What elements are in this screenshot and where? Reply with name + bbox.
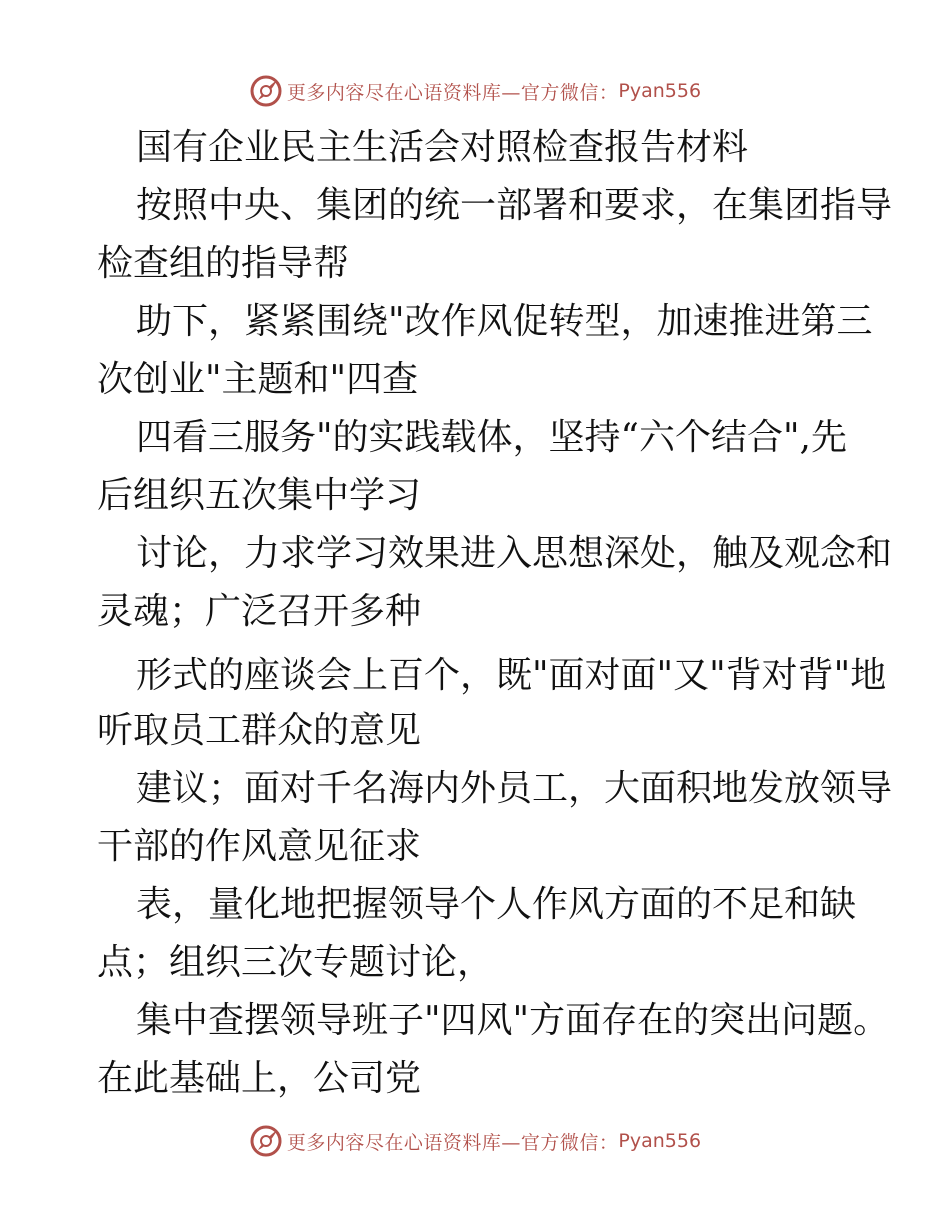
quill-logo-icon xyxy=(249,1124,283,1158)
paragraph-line: 后组织五次集中学习 xyxy=(97,475,422,516)
watermark-text: 更多内容尽在心语资料库—官方微信： xyxy=(286,1131,619,1154)
paragraph-line: 形式的座谈会上百个，既"面对面"又"背对背"地 xyxy=(136,655,887,696)
paragraph-line: 表，量化地把握领导个人作风方面的不足和缺 xyxy=(136,884,857,925)
paragraph-line: 灵魂；广泛召开多种 xyxy=(97,591,422,632)
quill-logo-icon xyxy=(249,74,283,108)
watermark-wechat-id: Pyan556 xyxy=(618,80,702,102)
paragraph-line: 检查组的指导帮 xyxy=(97,243,350,284)
paragraph-line: 次创业"主题和"四查 xyxy=(97,359,419,400)
paragraph-line: 四看三服务"的实践载体，坚持“六个结合",先 xyxy=(136,417,847,458)
paragraph-line: 讨论，力求学习效果进入思想深处，触及观念和 xyxy=(136,533,893,574)
paragraph-line: 听取员工群众的意见 xyxy=(97,710,422,751)
paragraph-line: 点；组织三次专题讨论， xyxy=(97,942,494,983)
paragraph-line: 集中查摆领导班子"四风"方面存在的突出问题。 xyxy=(136,1000,890,1041)
paragraph-line: 助下，紧紧围绕"改作风促转型，加速推进第三 xyxy=(136,301,873,342)
footer-watermark xyxy=(0,1121,950,1161)
header-watermark xyxy=(0,71,950,111)
paragraph-line: 按照中央、集团的统一部署和要求，在集团指导 xyxy=(136,185,893,226)
watermark-wechat-id: Pyan556 xyxy=(618,1130,702,1152)
paragraph-line: 建议；面对千名海内外员工，大面积地发放领导 xyxy=(136,768,893,809)
paragraph-line: 干部的作风意见征求 xyxy=(97,826,422,867)
document-title: 国有企业民主生活会对照检查报告材料 xyxy=(136,127,749,168)
paragraph-line: 在此基础上，公司党 xyxy=(97,1058,422,1099)
watermark-text: 更多内容尽在心语资料库—官方微信： xyxy=(286,81,619,104)
